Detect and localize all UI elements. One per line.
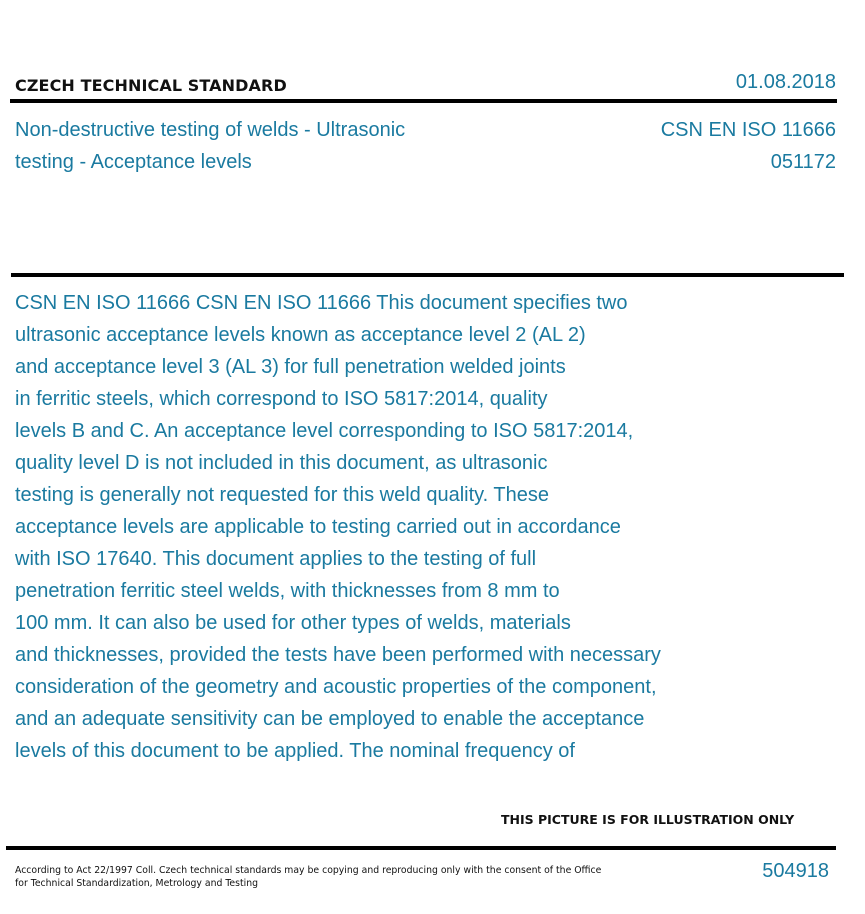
abstract-line: with ISO 17640. This document applies to the testing of full — [15, 548, 537, 570]
abstract-text — [15, 287, 725, 767]
abstract-line: and an adequate sensitivity can be employed to enable the acceptance — [15, 708, 645, 730]
abstract-line: ultrasonic acceptance levels known as acceptance level 2 (AL 2) — [15, 324, 586, 346]
illustration-notice: THIS PICTURE IS FOR ILLUSTRATION ONLY — [501, 812, 795, 827]
abstract-line: acceptance levels are applicable to testing carried out in accordance — [15, 516, 621, 538]
standard-identifiers — [661, 114, 836, 178]
standard-type-heading: CZECH TECHNICAL STANDARD — [15, 76, 287, 95]
abstract-line: consideration of the geometry and acoustic properties of the component, — [15, 676, 657, 698]
legal-notice-line: According to Act 22/1997 Coll. Czech technical standards may be copying and reproducing only with the consent of the Office — [15, 865, 602, 876]
document-title-line: Non-destructive testing of welds - Ultrasonic — [15, 119, 406, 141]
bottom-divider — [6, 846, 836, 850]
class-number: 051172 — [770, 151, 836, 173]
standard-code: CSN EN ISO 11666 — [660, 119, 836, 141]
abstract-line: levels of this document to be applied. The nominal frequency of — [15, 740, 575, 762]
document-title — [15, 114, 455, 178]
middle-divider — [11, 273, 844, 277]
top-divider — [10, 99, 837, 103]
document-title-line: testing - Acceptance levels — [15, 151, 252, 173]
catalog-number: 504918 — [762, 860, 829, 882]
legal-notice-line: for Technical Standardization, Metrology and Testing — [15, 878, 259, 889]
abstract-line: levels B and C. An acceptance level corresponding to ISO 5817:2014, — [15, 420, 634, 442]
abstract-line: and thicknesses, provided the tests have been performed with necessary — [15, 644, 661, 666]
abstract-line: in ferritic steels, which correspond to ISO 5817:2014, quality — [15, 388, 548, 410]
abstract-line: quality level D is not included in this document, as ultrasonic — [15, 452, 548, 474]
abstract-line: and acceptance level 3 (AL 3) for full penetration welded joints — [15, 356, 566, 378]
abstract-line: CSN EN ISO 11666 CSN EN ISO 11666 This document specifies two — [15, 292, 628, 314]
abstract-line: testing is generally not requested for this weld quality. These — [15, 484, 550, 506]
abstract-line: penetration ferritic steel welds, with thicknesses from 8 mm to — [15, 580, 560, 602]
abstract-line: 100 mm. It can also be used for other types of welds, materials — [15, 612, 571, 634]
legal-notice — [15, 864, 601, 890]
publication-date: 01.08.2018 — [735, 71, 836, 93]
